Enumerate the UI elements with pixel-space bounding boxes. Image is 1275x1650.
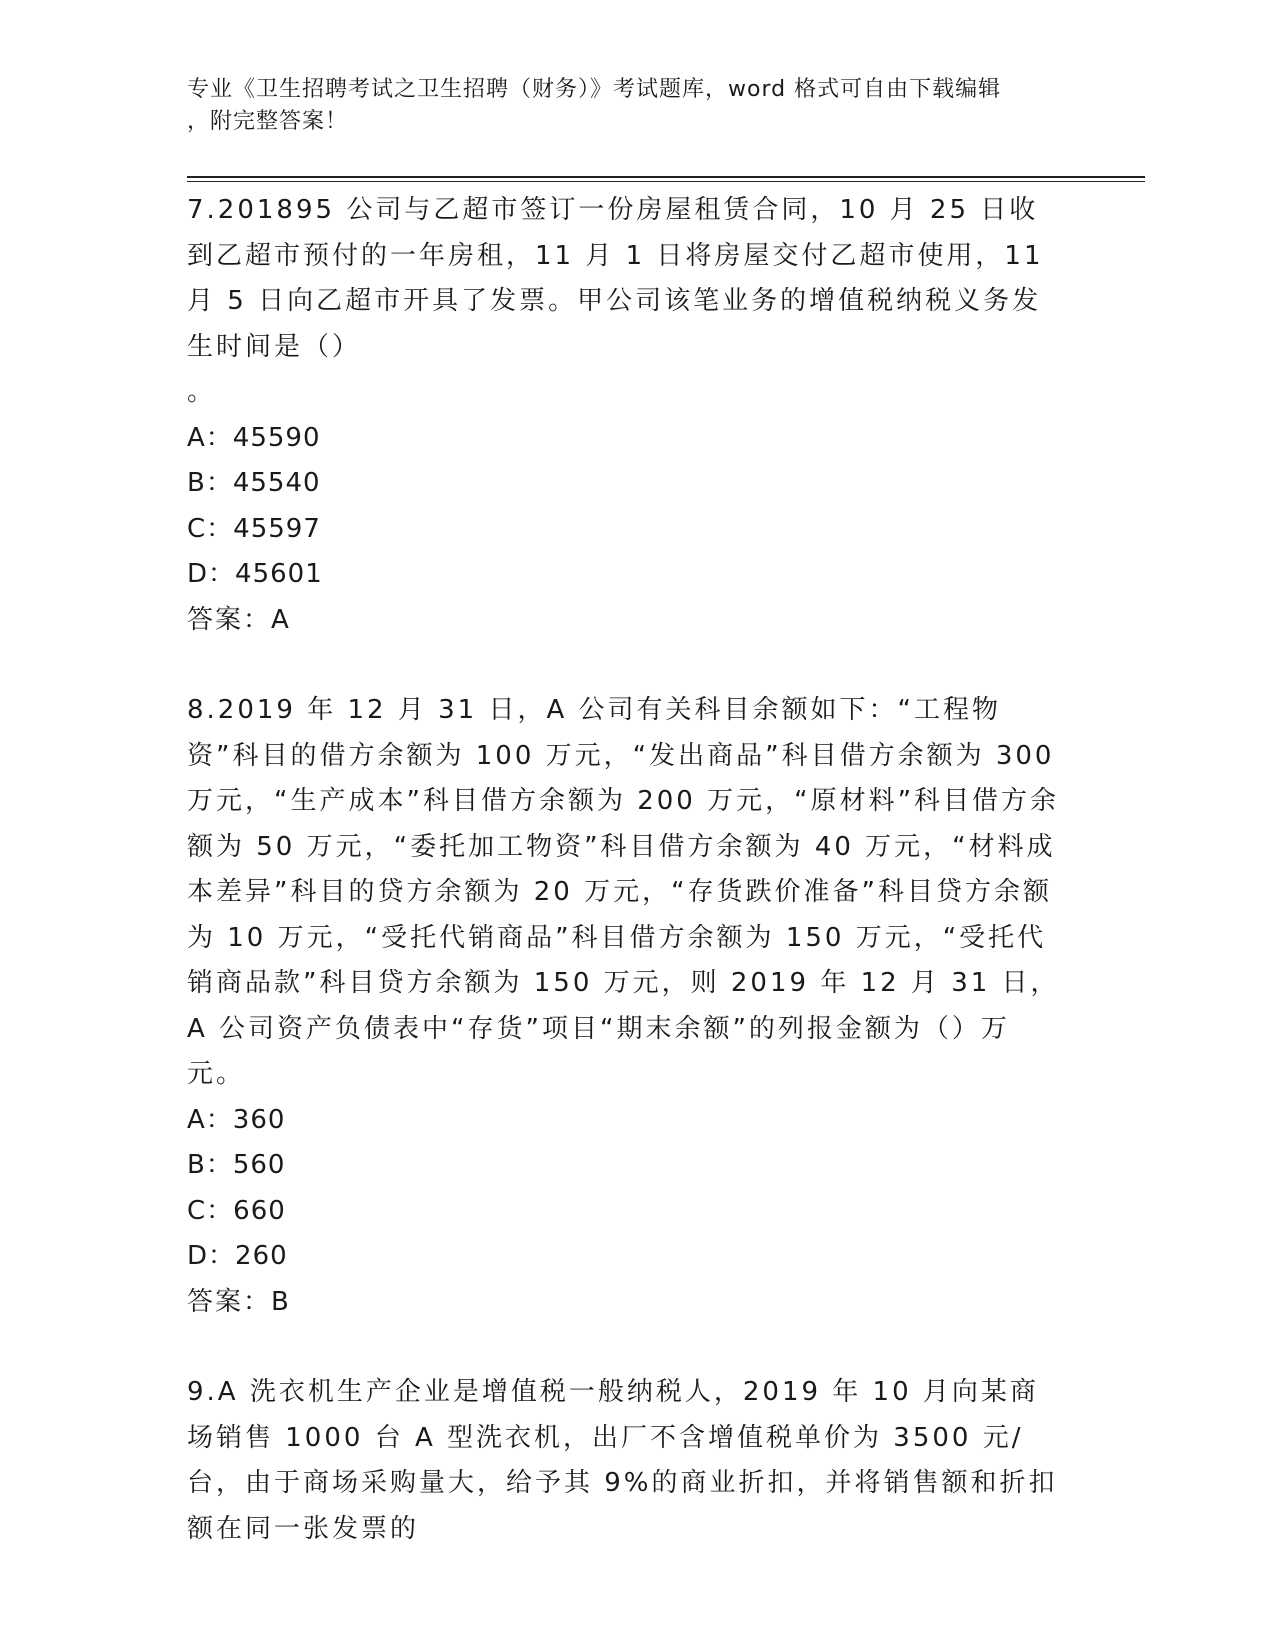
spacer: [187, 643, 1067, 688]
option-a: A：360: [187, 1104, 286, 1135]
question-stem: 8.2019 年 12 月 31 日，A 公司有关科目余额如下：“工程物资”科目的借方余额为 100 万元，“发出商品”科目借方余额为 300 万元，“生产成本”科目借方余额为 200 万元，“原材料”科目借方余额为 50 万元，“委托加工物资”科目借方余额为 40 万元，“材料成本差异”科目的贷方余额为 20 万元，“存货跌价准备”科目贷方余额为 10 万元，“受托代销商品”科目借方余额为 150 万元，“受托代销商品款”科目贷方余额为 150 万元，则 2019 年 12 月 31 日，A 公司资产负债表中“存货”项目“期末余额”的列报金额为（）万元。: [187, 695, 1060, 1089]
header-divider-thin: [187, 181, 1145, 182]
header-line-2: ，附完整答案！: [187, 109, 349, 134]
header-divider-thick: [187, 176, 1145, 178]
option-d: D：260: [187, 1241, 288, 1271]
document-header: [187, 74, 1057, 138]
spacer: [187, 1325, 1067, 1370]
question-stem: 9.A 洗衣机生产企业是增值税一般纳税人，2019 年 10 月向某商场销售 1000 台 A 型洗衣机，出厂不含增值税单价为 3500 元/台，由于商场采购量大，给予其 9%的商业折扣，并将销售额和折扣额在同一张发票的: [187, 1377, 1058, 1544]
answer: 答案：A: [187, 604, 291, 635]
option-d: D：45601: [187, 559, 323, 589]
question-9: [187, 1370, 1067, 1552]
option-b: B：560: [187, 1150, 286, 1180]
option-c: C：45597: [187, 513, 321, 544]
option-a: A：45590: [187, 422, 321, 453]
question-stem-tail: 。: [187, 377, 217, 407]
question-stem: 7.201895 公司与乙超市签订一份房屋租赁合同，10 月 25 日收到乙超市预付的一年房租，11 月 1 日将房屋交付乙超市使用，11 月 5 日向乙超市开具了发票。甲公司该笔业务的增值税纳税义务发生时间是（）: [187, 195, 1044, 362]
question-list: [187, 188, 1067, 1552]
option-b: B：45540: [187, 468, 321, 498]
question-8: [187, 688, 1067, 1325]
option-c: C：660: [187, 1195, 286, 1226]
question-7: [187, 188, 1067, 643]
answer: 答案：B: [187, 1286, 291, 1317]
header-line-1: 专业《卫生招聘考试之卫生招聘（财务）》考试题库，word 格式可自由下载编辑: [187, 77, 1002, 102]
